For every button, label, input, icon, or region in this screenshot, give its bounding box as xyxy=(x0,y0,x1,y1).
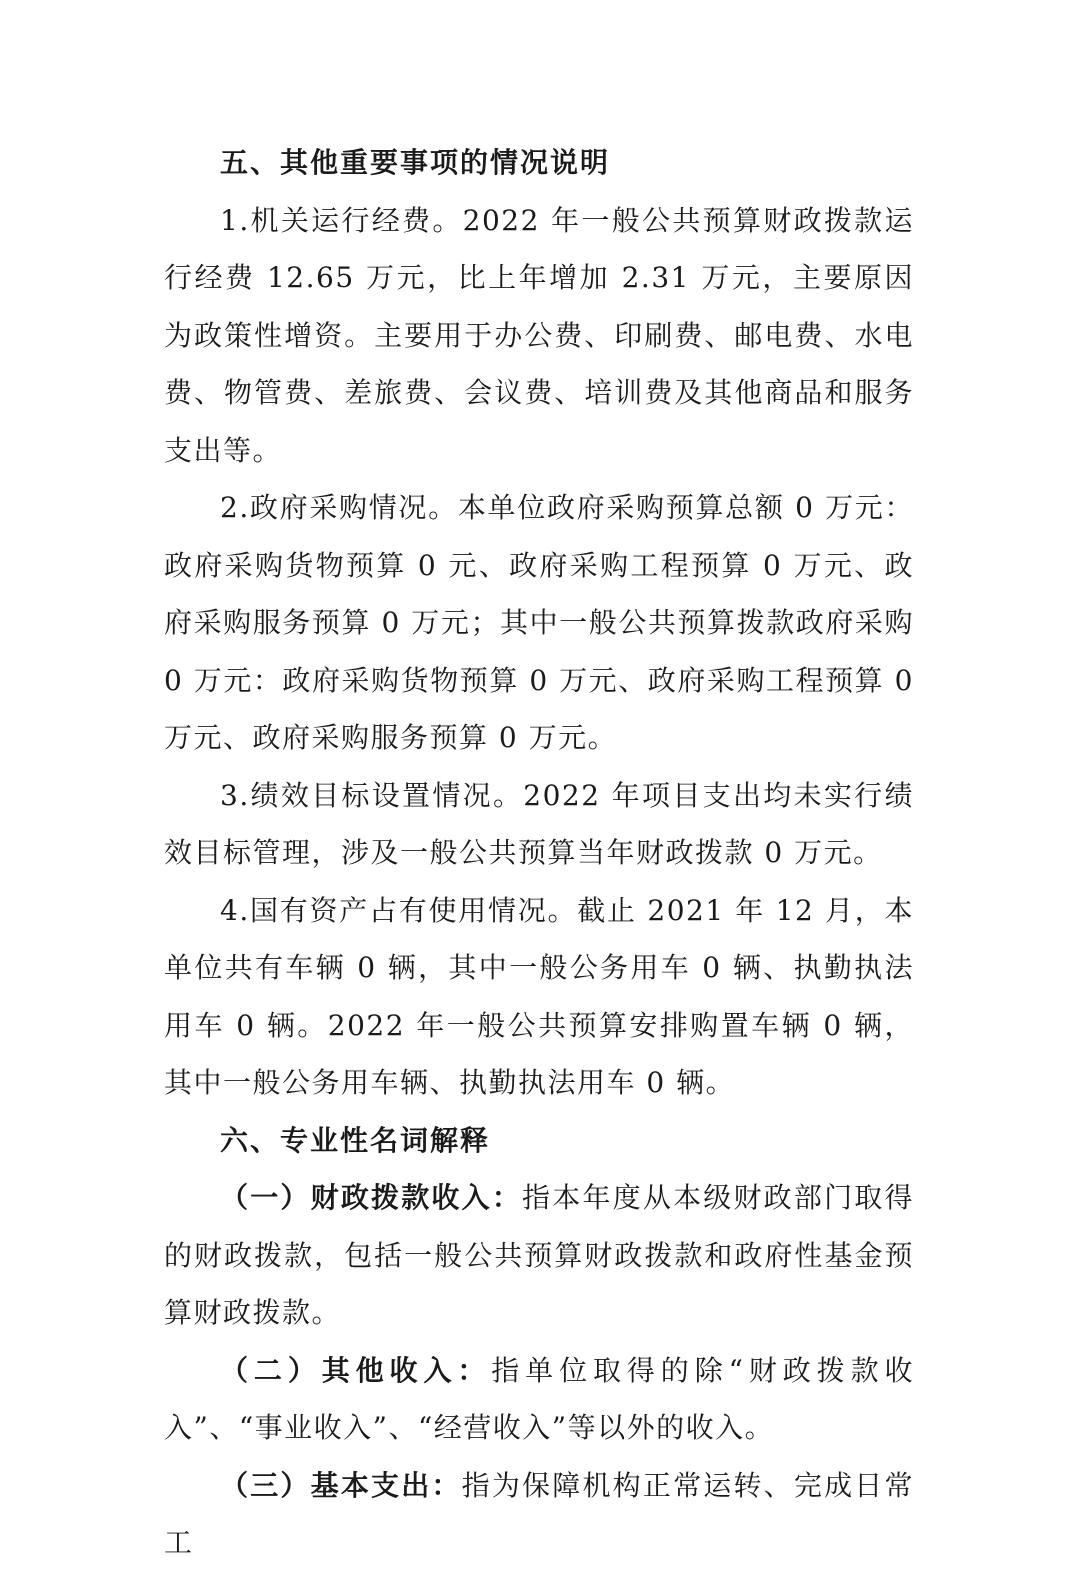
term-definition: 指本年度从本级财政部门取得的财政拨款，包括一般公共预算财政拨款和政府性基金预算财政拨款。 xyxy=(164,1181,914,1329)
term-label: （三）基本支出： xyxy=(220,1468,462,1502)
term-definition: 指为保障机构正常运转、完成日常工 xyxy=(164,1468,914,1559)
term-paragraph-basic-expenditure xyxy=(164,1457,914,1572)
term-paragraph-other-income xyxy=(164,1342,914,1457)
paragraph-performance-targets: 3.绩效目标设置情况。2022 年项目支出均未实行绩效目标管理，涉及一般公共预算当年财政拨款 0 万元。 xyxy=(164,778,914,869)
section-heading-terminology: 六、专业性名词解释 xyxy=(220,1123,491,1157)
term-label: （一）财政拨款收入： xyxy=(220,1181,523,1214)
term-paragraph-fiscal-appropriation xyxy=(164,1169,914,1342)
section-heading-other-matters: 五、其他重要事项的情况说明 xyxy=(220,146,611,179)
term-definition: 指单位取得的除“财政拨款收入”、“事业收入”、“经营收入”等以外的收入。 xyxy=(164,1353,914,1444)
term-label: （二）其他收入： xyxy=(220,1353,492,1387)
paragraph-state-assets: 4.国有资产占有使用情况。截止 2021 年 12 月，本单位共有车辆 0 辆，其中一般公务用车 0 辆、执勤执法用车 0 辆。2022 年一般公共预算安排购置车辆 0 辆，其中一般公务用车辆、执勤执法用车 0 辆。 xyxy=(164,893,914,1099)
document-body xyxy=(164,134,914,1572)
paragraph-operating-expenses: 1.机关运行经费。2022 年一般公共预算财政拨款运行经费 12.65 万元，比上年增加 2.31 万元，主要原因为政策性增资。主要用于办公费、印刷费、邮电费、水电费、物管费、差旅费、会议费、培训费及其他商品和服务支出等。 xyxy=(164,203,914,467)
paragraph-government-procurement: 2.政府采购情况。本单位政府采购预算总额 0 万元：政府采购货物预算 0 元、政府采购工程预算 0 万元、政府采购服务预算 0 万元；其中一般公共预算拨款政府采购 0 万元：政府采购货物预算 0 万元、政府采购工程预算 0 万元、政府采购服务预算 0 万元。 xyxy=(164,491,914,754)
